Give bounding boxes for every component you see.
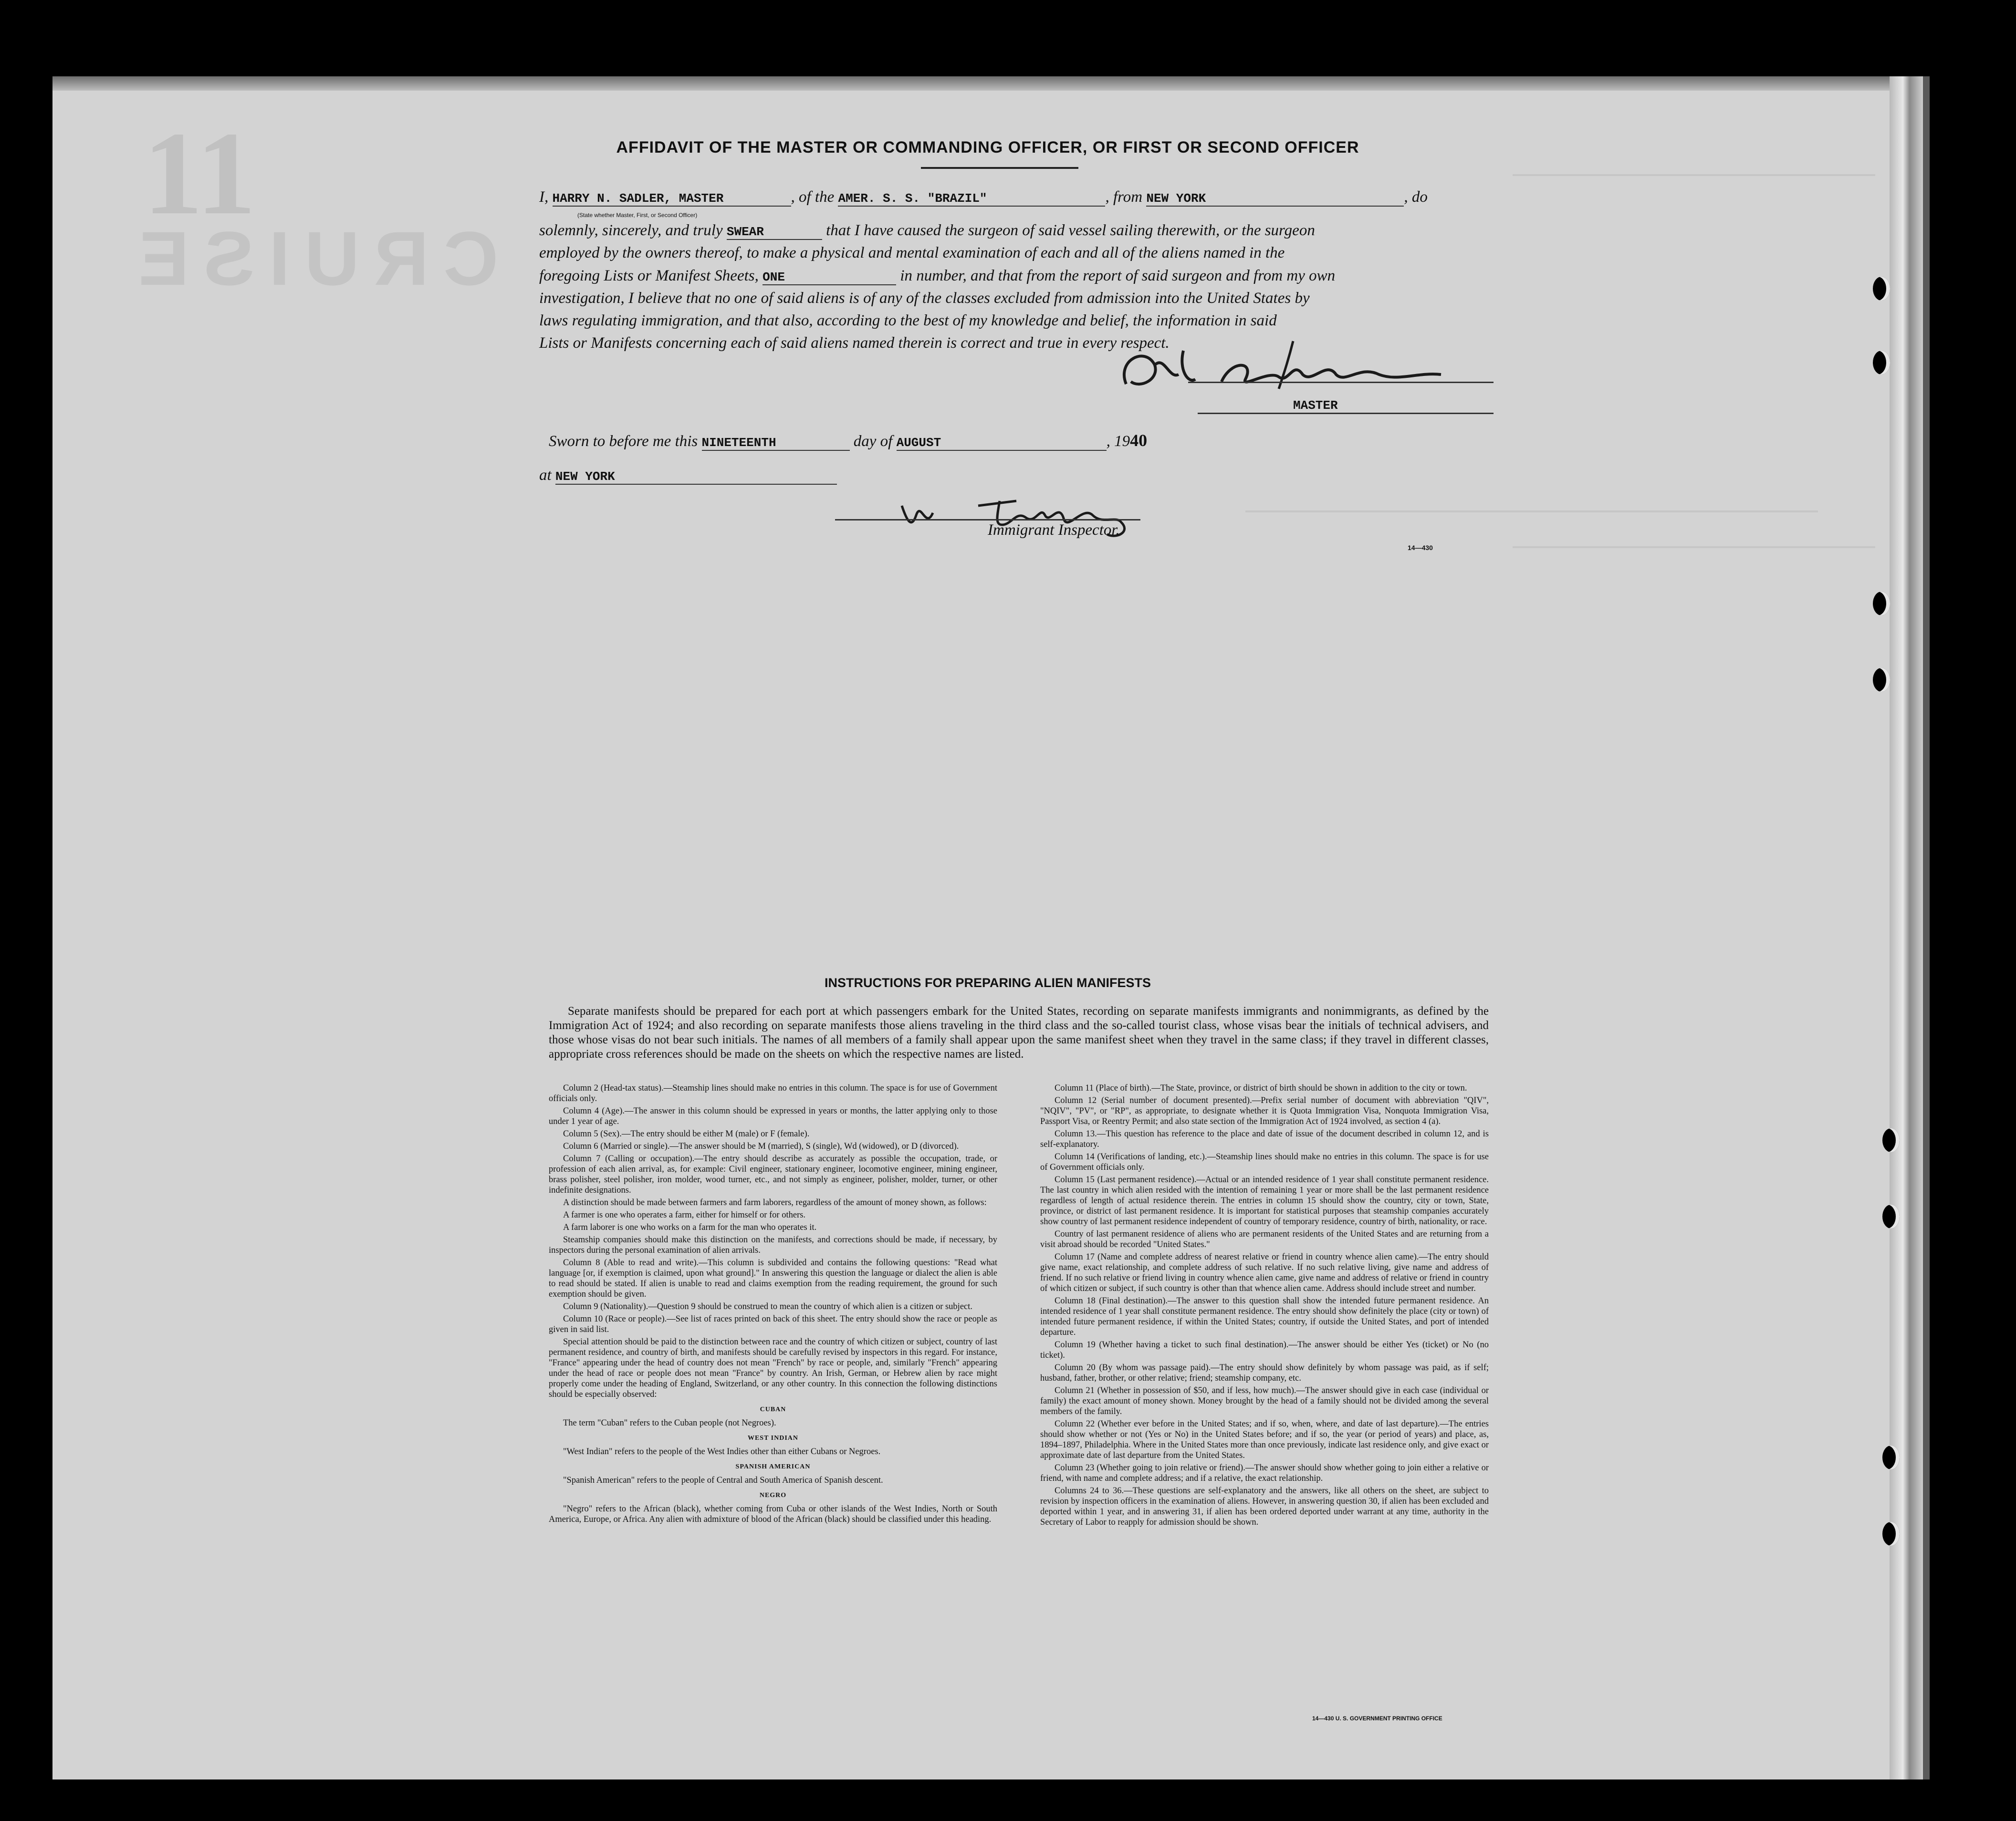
officer-name-field: HARRY N. SADLER, MASTER (553, 191, 791, 207)
text-nineteen: , 19 (1106, 433, 1130, 450)
instructions-intro: Separate manifests should be prepared for each port at which passengers embark for the United States, recording on separate manifests immigrants and nonimmigrants, as defined by the Immigration Act of 1924; and also recording on separate manifests those aliens traveling in the third class and the so-called tourist class, whose visas bear the initials of technical advisers, and those whose visas do not bear such initials. The names of all members of a family shall appear upon the same manifest sheet when they travel in the same class; if they travel in different classes, appropriate cross references should be made on the sheets on which the respective names are listed. (549, 1005, 1489, 1061)
text-at: at (539, 467, 552, 484)
instr-col18: Column 18 (Final destination).—The answer to this question shall show the intended future permanent residence. An intended residence of 1 year shall constitute permanent residence. The entry should show definitely the place (city or town) of intended future permanent residence, if within the United States; country, if outside the United States, and port of intended departure. (1040, 1296, 1489, 1337)
inspector-label: Immigrant Inspector. (988, 521, 1120, 539)
bleed-through-line (1245, 510, 1818, 512)
bleed-through-line (1513, 174, 1875, 176)
instr-col2: Column 2 (Head-tax status).—Steamship lines should make no entries in this column. The space is for use of Government officials only. (549, 1083, 997, 1103)
signature-line (1188, 382, 1494, 383)
instr-col19: Column 19 (Whether having a ticket to such final destination).—The answer should be either Yes (ticket) or No (no ticket). (1040, 1340, 1489, 1360)
vessel-name-field: AMER. S. S. "BRAZIL" (838, 191, 1105, 207)
text-sworn: Sworn to before me this (549, 433, 698, 450)
instr-country-residence: Country of last permanent residence of aliens who are permanent residents of the United States and are returning from a visit abroad should be recorded "United States." (1040, 1229, 1489, 1249)
sworn-year-field: 40 (1130, 431, 1148, 450)
sworn-line (549, 430, 1154, 451)
signature-title: MASTER (1293, 398, 1338, 413)
text-i: I, (539, 188, 549, 206)
instr-col14: Column 14 (Verifications of landing, etc.).—Steamship lines should make no entries in this column. The space is for use of Government officials only. (1040, 1152, 1489, 1172)
instr-farmer: A farmer is one who operates a farm, either for himself or for others. (563, 1210, 806, 1220)
punch-hole (1882, 1522, 1900, 1546)
sworn-day-field: NINETEENTH (702, 436, 850, 451)
punch-hole (1882, 1128, 1900, 1152)
text-from: , from (1105, 188, 1143, 206)
instr-col11: Column 11 (Place of birth).—The State, province, or district of birth should be shown in addition to the city or town. (1055, 1083, 1467, 1093)
title-rule (921, 167, 1078, 169)
page-top-edge (52, 76, 1923, 91)
instr-west-indian: "West Indian" refers to the people of the West Indies other than either Cubans or Negroes. (563, 1447, 881, 1457)
punch-hole (1873, 351, 1890, 375)
affidavit-title: AFFIDAVIT OF THE MASTER OR COMMANDING OFFICER, OR FIRST OR SECOND OFFICER (616, 138, 1359, 156)
affidavit-line-7: Lists or Manifests concerning each of said aliens named therein is correct and true in every respect. (539, 334, 1170, 352)
punch-hole (1873, 592, 1890, 615)
affidavit-line-2 (539, 222, 1315, 240)
oath-field: SWEAR (727, 225, 822, 240)
sworn-place-field: NEW YORK (555, 469, 837, 485)
master-signature (1112, 341, 1446, 406)
instr-farm-laborer: A farm laborer is one who works on a farm for the man who operates it. (563, 1223, 817, 1232)
instr-steamship: Steamship companies should make this distinction on the manifests, and corrections should be made, if necessary, by inspectors during the personal examination of alien arrivals. (549, 1235, 997, 1255)
instr-col17: Column 17 (Name and complete address of nearest relative or friend in country whence alien came).—The entry should give name, exact relationship, and complete address of such relative. If no such relative living, give name and address of friend. If no such relative or friend living in country whence alien came, give name and address of relative or friend in country of which citizen or subject, if such country is other than that whence alien came. Address should include street and number. (1040, 1252, 1489, 1293)
document-scan (52, 76, 1930, 1779)
instr-col13: Column 13.—This question has reference to the place and date of issue of the document described in column 12, and is self-explanatory. (1040, 1129, 1489, 1149)
heading-west-indian: WEST INDIAN (747, 1435, 799, 1442)
text-do: , do (1404, 188, 1428, 206)
instr-col12: Column 12 (Serial number of document presented).—Prefix serial number of document with abbreviation "QIV", "NQIV", "PV", or "RP", as appropriate, to designate whether it is Quota Immigration Visa, Nonquota Immigration Visa, Passport Visa, or Reentry Permit; and also state section of the Immigration Act of 1924 involved, as section 4 (a). (1040, 1096, 1489, 1126)
affidavit-line-4 (539, 267, 1335, 285)
text-surgeon: that I have caused the surgeon of said vessel sailing therewith, or the surgeon (826, 222, 1315, 239)
text-of-the: , of the (791, 188, 835, 206)
heading-negro: NEGRO (759, 1492, 787, 1499)
instr-col22: Column 22 (Whether ever before in the United States; and if so, when, where, and date of last departure).—The entries should show whether or not (Yes or No) in the United States before; and if so, the year (or period of years) and place, as, 1894–1897, Philadelphia. Where in the United States more than once previously, indicate last residence only, and give exact or approximate date of last departure from the United States. (1040, 1419, 1489, 1460)
affidavit-line-3: employed by the owners thereof, to make a physical and mental examination of each and all of the aliens named in the (539, 244, 1285, 261)
instr-col5: Column 5 (Sex).—The entry should be either M (male) or F (female). (563, 1129, 810, 1139)
sheet-count-field: ONE (763, 270, 896, 285)
instr-col9: Column 9 (Nationality).—Question 9 should be construed to mean the country of which alien is a citizen or subject. (563, 1302, 973, 1311)
punch-hole (1882, 1205, 1900, 1228)
instr-negro: "Negro" refers to the African (black), whether coming from Cuba or other islands of the West Indies, North or South America, Europe, or Africa. Any alien with admixture of blood of the African (black) should be classified under this heading. (549, 1504, 997, 1524)
instr-col4: Column 4 (Age).—The answer in this column should be expressed in years or months, the latter applying only to those under 1 year of age. (549, 1106, 997, 1126)
inspector-line (835, 519, 1140, 520)
title-line (1198, 413, 1494, 414)
text-day-of: day of (853, 433, 893, 450)
text-foregoing: foregoing Lists or Manifest Sheets, (539, 267, 759, 284)
instructions-right-column (1040, 1083, 1489, 1530)
punch-hole (1873, 277, 1890, 301)
instr-special-attention: Special attention should be paid to the distinction between race and the country of which citizen or subject, country of last permanent residence, and country of birth, and manifests should be carefully revised by inspectors in this regard. For instance, "France" appearing under the head of country does not mean "French" by race or people, and, similarly "French" appearing under the head of race or people does not mean "France" by country. An Irish, German, or Hebrew alien by race might properly come under the heading of England, Switzerland, or any other country. In this connection the following distinctions should be especially observed: (549, 1337, 997, 1399)
punch-hole (1882, 1446, 1900, 1469)
printing-office-footer: 14—430 U. S. GOVERNMENT PRINTING OFFICE (1312, 1715, 1442, 1722)
sworn-month-field: AUGUST (897, 436, 1107, 451)
instr-col23: Column 23 (Whether going to join relative or friend).—The answer should show whether going to join either a relative or friend, with name and complete address; and if a relative, the exact relationship. (1040, 1463, 1489, 1483)
affidavit-line-6: laws regulating immigration, and that also, according to the best of my knowledge and belief, the information in said (539, 312, 1277, 329)
instructions-left-column (549, 1083, 997, 1527)
instr-col7: Column 7 (Calling or occupation).—The entry should describe as accurately as possible the occupation, trade, or profession of each alien arrival, as, for example: Civil engineer, stationary engineer, locomotive engineer, mining engineer, brass polisher, steel polisher, iron molder, wood turner, etc., and not simply as engineer, polisher, molder, turner, or other indefinite designations. (549, 1154, 997, 1195)
instr-col21: Column 21 (Whether in possession of $50, and if less, how much).—The answer should give in each case (individual or family) the exact amount of money shown. Money brought by the head of a family should not be divided among the several members of the family. (1040, 1386, 1489, 1416)
punch-hole (1873, 668, 1890, 692)
instr-col6: Column 6 (Married or single).—The answer should be M (married), S (single), Wd (widowed), or D (divorced). (563, 1142, 959, 1151)
stamp-cruise: CRUISE (124, 216, 499, 301)
instr-col10: Column 10 (Race or people).—See list of races printed on back of this sheet. The entry should show the race or people as given in said list. (549, 1314, 997, 1334)
affidavit-line-1 (539, 188, 1428, 207)
form-code: 14—430 (1408, 544, 1433, 552)
officer-note: (State whether Master, First, or Second Officer) (577, 212, 698, 219)
instr-col20: Column 20 (By whom was passage paid).—The entry should show definitely by whom passage was paid, as if self; husband, father, brother, or other relative; friend; steamship company, etc. (1040, 1363, 1489, 1383)
departure-port-field: NEW YORK (1146, 191, 1404, 207)
instr-col8: Column 8 (Able to read and write).—This column is subdivided and contains the following questions: "Read what language [or, if exemption is claimed, upon what ground]." In answering this question the language or dialect the alien is able to read should be stated. If alien is unable to read and claims exemption from the reading requirement, the ground for such exemption should be given. (549, 1258, 997, 1299)
heading-cuban: CUBAN (760, 1406, 786, 1413)
text-solemnly: solemnly, sincerely, and truly (539, 222, 723, 239)
text-in-number: in number, and that from the report of said surgeon and from my own (900, 267, 1336, 284)
sworn-place-line (539, 467, 837, 485)
instr-farm-distinction: A distinction should be made between farmers and farm laborers, regardless of the amount of money shown, as follows: (563, 1198, 987, 1207)
instructions-title: INSTRUCTIONS FOR PREPARING ALIEN MANIFESTS (824, 976, 1151, 990)
bleed-through-line (1513, 546, 1875, 548)
instr-cuban: The term "Cuban" refers to the Cuban people (not Negroes). (563, 1418, 776, 1428)
instr-spanish-american: "Spanish American" refers to the people of Central and South America of Spanish descent. (563, 1476, 883, 1485)
stamp-number: 11 (143, 107, 256, 239)
instr-col24-36: Columns 24 to 36.—These questions are self-explanatory and the answers, like all others on the sheet, are subject to revision by inspection officers in the examination of aliens. However, in answering question 30, if alien has been excluded and deported within 1 year, and in answering 31, if alien has been ordered deported under warrant at any time, authority in the Secretary of Labor to reapply for admission should be shown. (1040, 1486, 1489, 1527)
heading-spanish-american: SPANISH AMERICAN (735, 1463, 811, 1470)
instr-col15: Column 15 (Last permanent residence).—Actual or an intended residence of 1 year shall constitute permanent residence. The last country in which alien resided with the intention of remaining 1 year or more shall be the last permanent residence regardless of length of actual residence therein. The entries in column 15 should show the country, city or town, State, province, or district of last permanent residence. It is important for statistical purposes that steamship companies accurately show country of last permanent residence independent of country of temporary residence, country of birth, nationality, or race. (1040, 1175, 1489, 1227)
affidavit-line-5: investigation, I believe that no one of said aliens is of any of the classes excluded from admission into the United States by (539, 290, 1310, 307)
